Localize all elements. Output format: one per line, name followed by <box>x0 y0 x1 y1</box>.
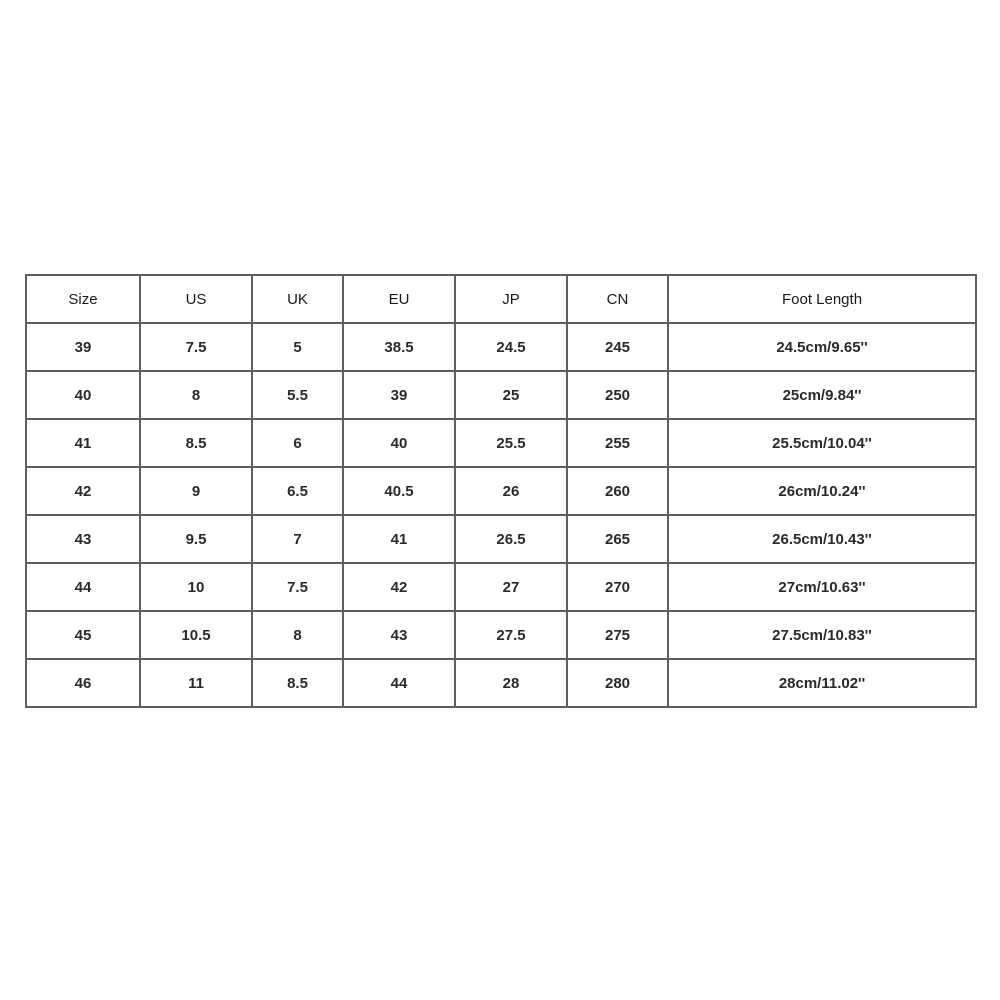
header-foot-length: Foot Length <box>668 275 976 323</box>
cell-cn: 260 <box>567 467 668 515</box>
cell-eu: 44 <box>343 659 455 707</box>
cell-jp: 25 <box>455 371 567 419</box>
cell-eu: 42 <box>343 563 455 611</box>
cell-uk: 7.5 <box>252 563 343 611</box>
cell-size: 43 <box>26 515 140 563</box>
cell-foot-length: 28cm/11.02'' <box>668 659 976 707</box>
cell-jp: 25.5 <box>455 419 567 467</box>
cell-foot-length: 27cm/10.63'' <box>668 563 976 611</box>
table-header-row <box>26 275 976 323</box>
cell-us: 11 <box>140 659 252 707</box>
cell-eu: 43 <box>343 611 455 659</box>
cell-jp: 27 <box>455 563 567 611</box>
cell-eu: 38.5 <box>343 323 455 371</box>
table-row <box>26 611 976 659</box>
cell-uk: 6.5 <box>252 467 343 515</box>
cell-foot-length: 26.5cm/10.43'' <box>668 515 976 563</box>
cell-eu: 40 <box>343 419 455 467</box>
cell-eu: 41 <box>343 515 455 563</box>
cell-jp: 24.5 <box>455 323 567 371</box>
cell-size: 40 <box>26 371 140 419</box>
cell-uk: 6 <box>252 419 343 467</box>
cell-size: 41 <box>26 419 140 467</box>
cell-us: 8.5 <box>140 419 252 467</box>
cell-cn: 280 <box>567 659 668 707</box>
cell-us: 9 <box>140 467 252 515</box>
cell-us: 8 <box>140 371 252 419</box>
header-uk: UK <box>252 275 343 323</box>
table-row <box>26 563 976 611</box>
table-row <box>26 323 976 371</box>
cell-us: 10 <box>140 563 252 611</box>
cell-size: 39 <box>26 323 140 371</box>
cell-jp: 28 <box>455 659 567 707</box>
cell-size: 45 <box>26 611 140 659</box>
cell-cn: 265 <box>567 515 668 563</box>
cell-cn: 250 <box>567 371 668 419</box>
header-jp: JP <box>455 275 567 323</box>
header-size: Size <box>26 275 140 323</box>
cell-us: 9.5 <box>140 515 252 563</box>
cell-cn: 255 <box>567 419 668 467</box>
cell-us: 7.5 <box>140 323 252 371</box>
cell-size: 42 <box>26 467 140 515</box>
cell-cn: 270 <box>567 563 668 611</box>
cell-size: 44 <box>26 563 140 611</box>
cell-eu: 40.5 <box>343 467 455 515</box>
cell-jp: 26.5 <box>455 515 567 563</box>
cell-uk: 8 <box>252 611 343 659</box>
cell-size: 46 <box>26 659 140 707</box>
cell-us: 10.5 <box>140 611 252 659</box>
table-row <box>26 419 976 467</box>
header-cn: CN <box>567 275 668 323</box>
cell-eu: 39 <box>343 371 455 419</box>
cell-uk: 5 <box>252 323 343 371</box>
table-row <box>26 467 976 515</box>
cell-uk: 5.5 <box>252 371 343 419</box>
table-row <box>26 515 976 563</box>
cell-jp: 26 <box>455 467 567 515</box>
cell-foot-length: 25cm/9.84'' <box>668 371 976 419</box>
cell-cn: 275 <box>567 611 668 659</box>
cell-cn: 245 <box>567 323 668 371</box>
table-row <box>26 659 976 707</box>
size-chart-table <box>25 274 977 708</box>
header-us: US <box>140 275 252 323</box>
cell-jp: 27.5 <box>455 611 567 659</box>
cell-foot-length: 26cm/10.24'' <box>668 467 976 515</box>
table-row <box>26 371 976 419</box>
cell-foot-length: 25.5cm/10.04'' <box>668 419 976 467</box>
cell-uk: 7 <box>252 515 343 563</box>
cell-foot-length: 24.5cm/9.65'' <box>668 323 976 371</box>
cell-foot-length: 27.5cm/10.83'' <box>668 611 976 659</box>
cell-uk: 8.5 <box>252 659 343 707</box>
header-eu: EU <box>343 275 455 323</box>
